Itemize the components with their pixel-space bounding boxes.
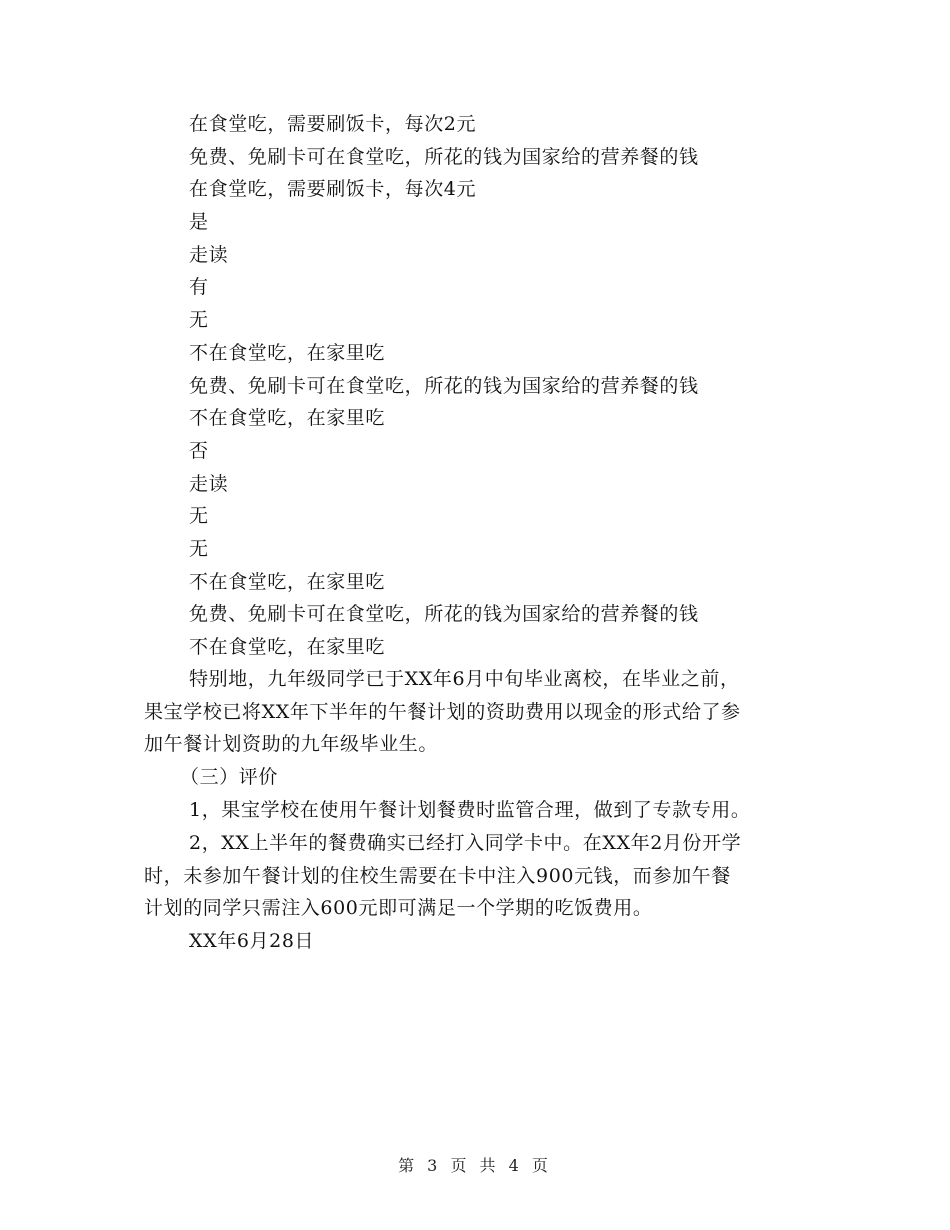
list-item: 在食堂吃，需要刷饭卡，每次4元 — [189, 178, 477, 201]
paragraph-line: 特别地，九年级同学已于XX年6月中旬毕业离校，在毕业之前， — [189, 668, 740, 690]
list-item: 不在食堂吃，在家里吃 — [189, 636, 386, 658]
list-item: 在食堂吃，需要刷饭卡，每次2元 — [189, 113, 477, 135]
table-values-list — [189, 108, 809, 664]
list-item: 免费、免刷卡可在食堂吃，所花的钱为国家给的营养餐的钱 — [189, 374, 699, 397]
list-item: 免费、免刷卡可在食堂吃，所花的钱为国家给的营养餐的钱 — [189, 145, 699, 168]
page-footer: 第 3 页 共 4 页 — [398, 1156, 552, 1175]
list-item: 无 — [189, 505, 209, 528]
list-item: 不在食堂吃，在家里吃 — [189, 570, 386, 593]
paragraph-line: 加午餐计划资助的九年级毕业生。 — [144, 733, 439, 756]
list-item: 是 — [189, 211, 209, 234]
paragraph-line: 果宝学校已将XX年下半年的午餐计划的资助费用以现金的形式给了参 — [144, 700, 741, 723]
paragraph-line: 时，未参加午餐计划的住校生需要在卡中注入900元钱，而参加午餐 — [144, 864, 731, 887]
paragraph-line: 计划的同学只需注入600元即可满足一个学期的吃饭费用。 — [144, 897, 653, 920]
list-item: 有 — [189, 276, 209, 299]
list-item: 免费、免刷卡可在食堂吃，所花的钱为国家给的营养餐的钱 — [189, 603, 699, 626]
section-heading: （三）评价 — [180, 766, 279, 788]
list-item: 无 — [189, 537, 209, 560]
list-item: 不在食堂吃，在家里吃 — [189, 341, 386, 364]
list-item: 走读 — [189, 472, 229, 495]
special-paragraph — [144, 663, 804, 761]
document-date: XX年6月28日 — [189, 930, 315, 952]
paragraph-line: 2，XX上半年的餐费确实已经打入同学卡中。在XX年2月份开学 — [189, 832, 742, 854]
list-item: 否 — [189, 439, 209, 462]
evaluation-item-1: 1，果宝学校在使用午餐计划餐费时监管合理，做到了专款专用。 — [189, 799, 751, 821]
list-item: 不在食堂吃，在家里吃 — [189, 407, 386, 430]
evaluation-item-2 — [144, 827, 804, 925]
list-item: 无 — [189, 309, 209, 332]
list-item: 走读 — [189, 243, 229, 266]
